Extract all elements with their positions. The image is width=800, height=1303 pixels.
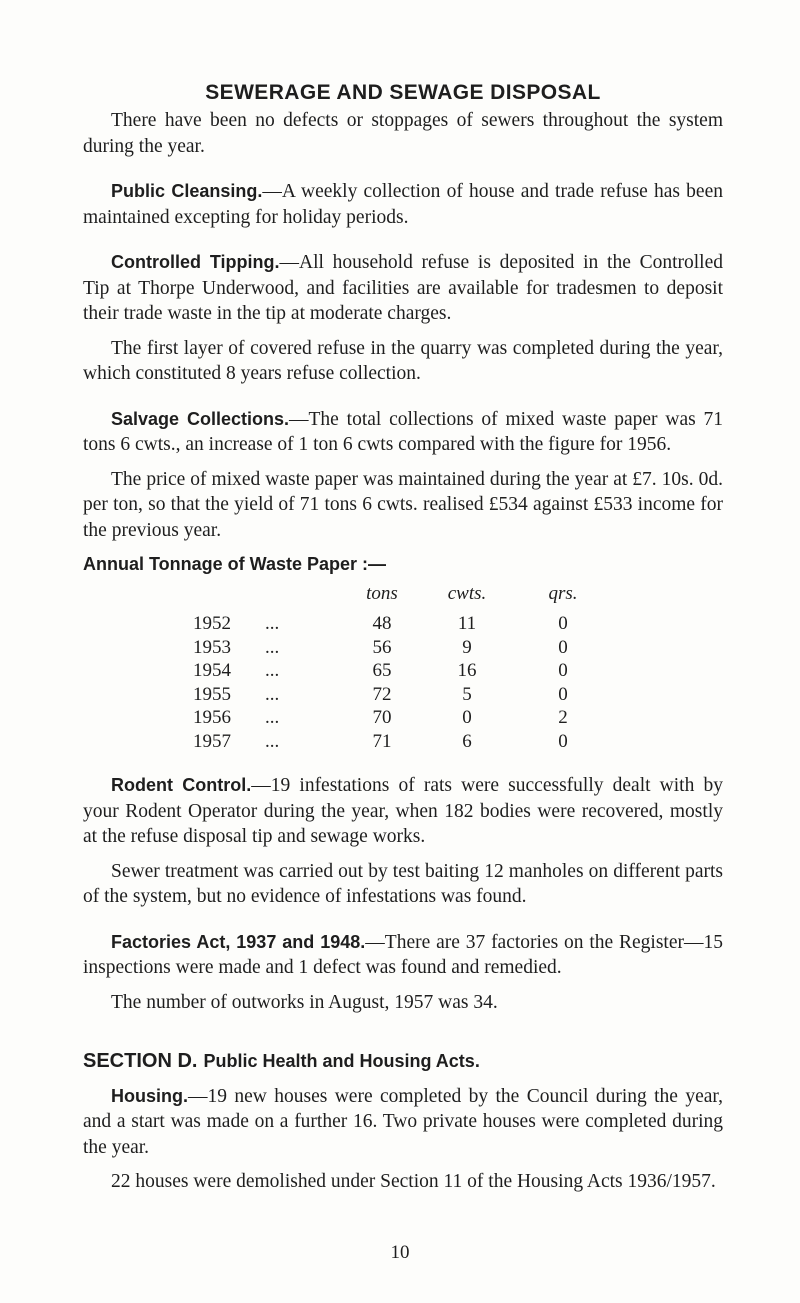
rodent-control-paragraph-2: Sewer treatment was carried out by test baiting 12 manholes on different parts of the system, but no evidence of infestations was found. (83, 860, 723, 907)
year-cell: 1957 (193, 730, 231, 752)
page-content (83, 78, 723, 1195)
housing-paragraph (83, 1084, 723, 1161)
controlled-tipping-heading: Controlled Tipping. (111, 252, 280, 272)
table-row (193, 706, 603, 730)
housing-text: —19 new houses were completed by the Council during the year, and a start was made on a further 16. Two private houses were completed during the year. (83, 1085, 723, 1158)
year-cell: 1954 (193, 660, 231, 681)
cwts-cell: 9 (462, 636, 472, 658)
salvage-paragraph (83, 407, 723, 458)
qrs-cell: 0 (558, 683, 568, 705)
page-number: 10 (390, 1242, 410, 1263)
salvage-heading: Salvage Collections. (111, 408, 290, 429)
qrs-cell: 0 (558, 636, 568, 658)
controlled-tipping-paragraph-2: The first layer of covered refuse in the quarry was completed during the year, which constituted 8 years refuse collection. (83, 337, 723, 384)
factories-act-paragraph-2: The number of outworks in August, 1957 was 34. (111, 991, 498, 1013)
qrs-cell: 0 (558, 613, 568, 634)
page-title: SEWERAGE AND SEWAGE DISPOSAL (205, 81, 601, 104)
tons-cell: 71 (372, 730, 392, 752)
salvage-paragraph-2: The price of mixed waste paper was maintained during the year at £7. 10s. 0d. per ton, so that the yield of 71 tons 6 cwts. realised £534 against £533 income for the previous year. (83, 468, 723, 541)
controlled-tipping-text: —All household refuse is deposited in the Controlled Tip at Thorpe Underwood, and facilities are available for tradesmen to deposit their trade waste in the tip at moderate charges. (83, 252, 723, 324)
rodent-control-heading: Rodent Control. (111, 775, 252, 795)
qrs-cell: 0 (558, 660, 568, 681)
tons-cell: 48 (372, 613, 392, 634)
factories-act-text: —There are 37 factories on the Register—15 inspections were made and 1 defect was found and remedied. (83, 931, 723, 978)
public-cleansing-heading: Public Cleansing. (111, 181, 263, 201)
salvage-text: —The total collections of mixed waste paper was 71 tons 6 cwts., an increase of 1 ton 6 cwts compared with the figure for 1956. (83, 408, 724, 455)
factories-act-paragraph (83, 930, 723, 981)
year-cell: 1952 (193, 613, 231, 634)
leader-dots: ... (265, 636, 280, 658)
cwts-column-header: cwts. (447, 583, 487, 604)
section-d-heading (83, 1049, 723, 1075)
tons-cell: 72 (372, 683, 392, 705)
qrs-column-header: qrs. (548, 583, 578, 604)
table-row (193, 683, 603, 707)
rodent-control-text: —19 infestations of rats were successfully dealt with by your Rodent Operator during the year, when 182 bodies were recovered, mostly at the refuse disposal tip and sewage works. (83, 775, 723, 847)
section-title: Public Health and Housing Acts. (203, 1051, 480, 1071)
leader-dots: ... (265, 613, 280, 634)
qrs-cell: 2 (558, 707, 568, 728)
section-label: SECTION D. (83, 1050, 198, 1072)
table-row (193, 612, 603, 636)
public-cleansing-text: —A weekly collection of house and trade refuse has been maintained excepting for holiday periods. (83, 181, 723, 228)
year-cell: 1955 (193, 683, 231, 705)
tons-cell: 70 (372, 707, 392, 728)
housing-paragraph-2: 22 houses were demolished under Section 11 of the Housing Acts 1936/1957. (111, 1171, 716, 1192)
housing-heading: Housing. (111, 1085, 188, 1106)
year-cell: 1956 (193, 707, 231, 728)
table-row (193, 730, 603, 754)
cwts-cell: 0 (462, 707, 472, 728)
cwts-cell: 5 (462, 683, 472, 705)
public-cleansing-paragraph (83, 179, 723, 230)
leader-dots: ... (265, 660, 280, 681)
cwts-cell: 16 (457, 660, 477, 681)
controlled-tipping-paragraph (83, 250, 723, 327)
table-row (193, 659, 603, 683)
cwts-cell: 6 (462, 730, 472, 752)
factories-act-heading: Factories Act, 1937 and 1948. (111, 931, 366, 952)
tonnage-table (193, 583, 603, 753)
tonnage-heading: Annual Tonnage of Waste Paper :— (83, 554, 387, 574)
leader-dots: ... (265, 707, 280, 728)
tons-cell: 56 (372, 636, 392, 658)
qrs-cell: 0 (558, 730, 568, 752)
table-row (193, 636, 603, 660)
leader-dots: ... (265, 683, 280, 705)
rodent-control-paragraph (83, 773, 723, 850)
tonnage-header-row (193, 583, 603, 612)
cwts-cell: 11 (457, 613, 477, 634)
tons-column-header: tons (366, 583, 398, 604)
tons-cell: 65 (372, 660, 392, 681)
leader-dots: ... (265, 730, 280, 752)
intro-paragraph: There have been no defects or stoppages of sewers throughout the system during the year. (83, 110, 723, 157)
year-cell: 1953 (193, 636, 231, 658)
